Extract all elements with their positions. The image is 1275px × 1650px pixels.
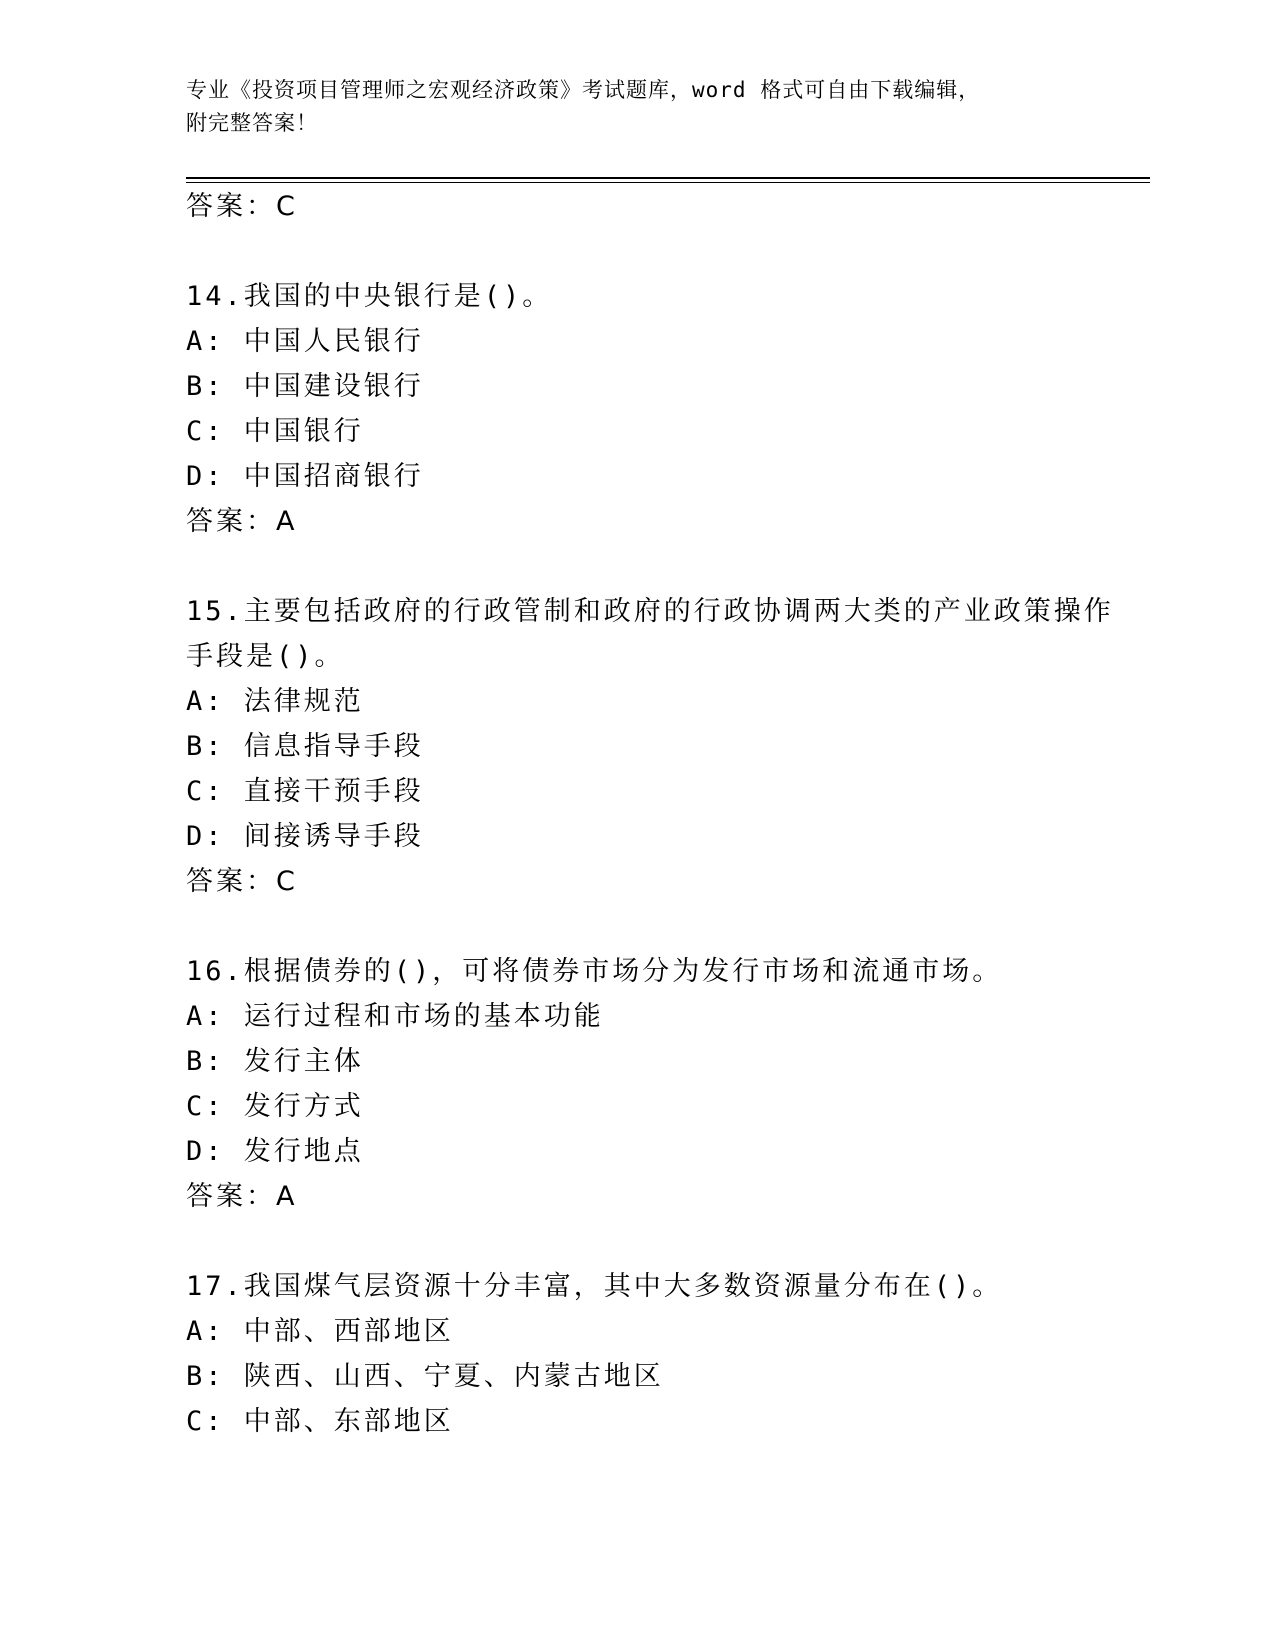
document-header [186,74,1086,140]
q14-answer: 答案：A [186,506,298,537]
q15-answer: 答案：C [186,866,298,897]
header-divider-thin [186,182,1150,183]
q16-answer: 答案：A [186,1181,298,1212]
q15-stem-line-2: 手段是()。 [186,641,345,672]
q16-option-a: A: 运行过程和市场的基本功能 [186,1001,604,1032]
q17-option-b: B: 陕西、山西、宁夏、内蒙古地区 [186,1361,664,1392]
q17-stem: 17.我国煤气层资源十分丰富，其中大多数资源量分布在()。 [186,1271,1003,1302]
q14-option-a: A: 中国人民银行 [186,326,424,357]
q15-option-d: D: 间接诱导手段 [186,821,424,852]
q16-option-c: C: 发行方式 [186,1091,364,1122]
q16-stem: 16.根据债券的()，可将债券市场分为发行市场和流通市场。 [186,956,1003,987]
q17-option-c: C: 中部、东部地区 [186,1406,454,1437]
header-line-2: 附完整答案！ [186,111,318,135]
q16-option-b: B: 发行主体 [186,1046,364,1077]
q17-option-a: A: 中部、西部地区 [186,1316,454,1347]
q15-option-a: A: 法律规范 [186,686,364,717]
q16-option-d: D: 发行地点 [186,1136,364,1167]
q14-stem: 14.我国的中央银行是()。 [186,281,553,312]
header-line-1: 专业《投资项目管理师之宏观经济政策》考试题库，word 格式可自由下载编辑， [186,78,981,102]
q15-stem-line-1: 15.主要包括政府的行政管制和政府的行政协调两大类的产业政策操作 [186,596,1114,627]
q14-option-d: D: 中国招商银行 [186,461,424,492]
q15-option-c: C: 直接干预手段 [186,776,424,807]
q15-option-b: B: 信息指导手段 [186,731,424,762]
q14-option-c: C: 中国银行 [186,416,364,447]
prev-answer: 答案：C [186,191,298,222]
q14-option-b: B: 中国建设银行 [186,371,424,402]
header-divider-thick [186,177,1150,179]
